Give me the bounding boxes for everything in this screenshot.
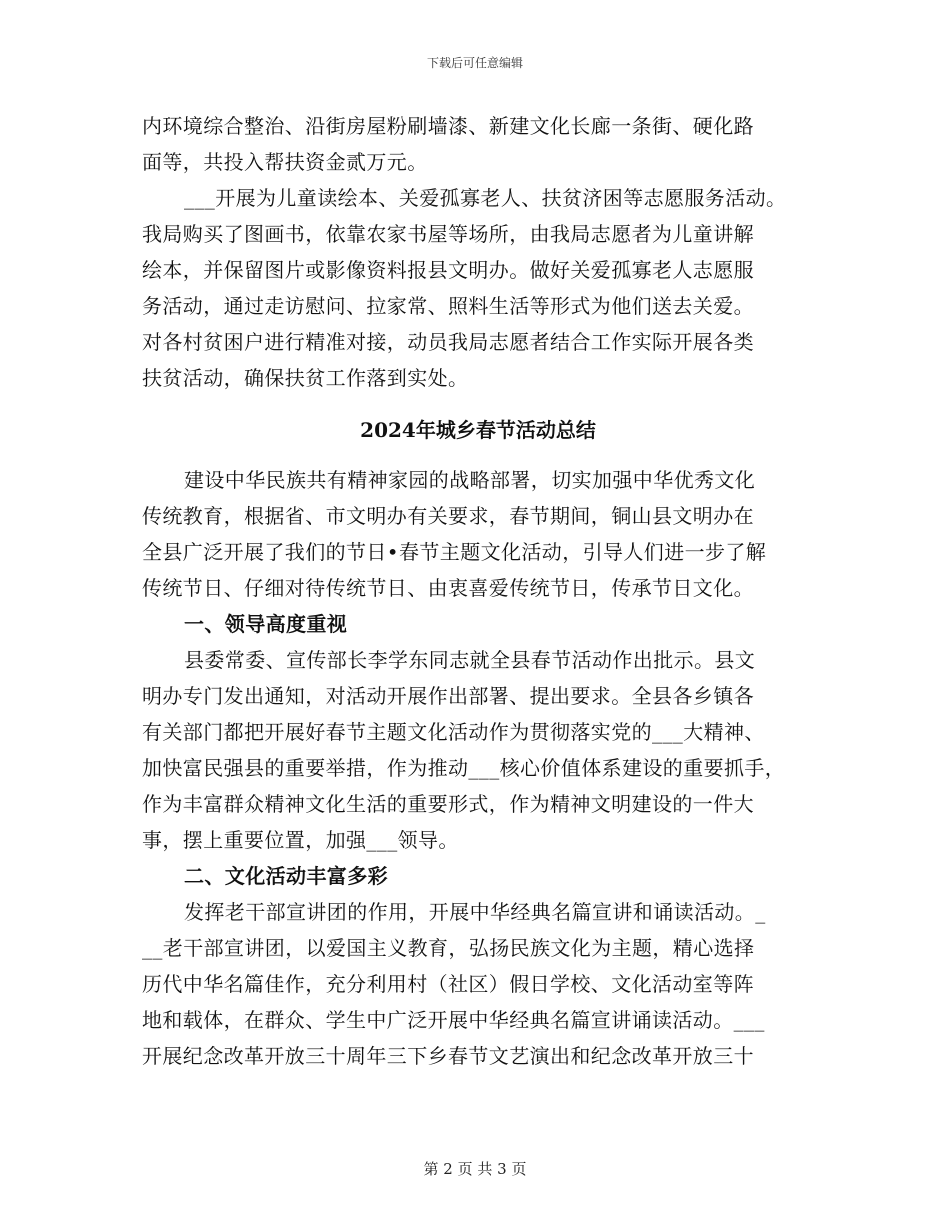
paragraph-line: 务活动，通过走访慰问、拉家常、照料生活等形式为他们送去关爱。	[142, 294, 754, 318]
section2-line: __老干部宣讲团，以爱国主义教育，弘扬民族文化为主题，精心选择	[142, 936, 755, 960]
page-number: 第 2 页 共 3 页	[423, 1160, 527, 1178]
section1-line: 有关部门都把开展好春节主题文化活动作为贯彻落实党的___大精神、	[142, 720, 765, 744]
paragraph-line: 面等，共投入帮扶资金贰万元。	[142, 150, 428, 174]
paragraph-line: ___开展为儿童读绘本、关爱孤寡老人、扶贫济困等志愿服务活动。	[184, 186, 787, 210]
section2-line: 历代中华名篇佳作，充分利用村（社区）假日学校、文化活动室等阵	[142, 972, 754, 996]
paragraph-line: 我局购买了图画书，依靠农家书屋等场所，由我局志愿者为儿童讲解	[142, 222, 754, 246]
section1-line: 事，摆上重要位置，加强___领导。	[142, 828, 459, 852]
intro-line: 传统节日、仔细对待传统节日、由衷喜爱传统节日，传承节日文化。	[142, 576, 754, 600]
paragraph-line: 绘本，并保留图片或影像资料报县文明办。做好关爱孤寡老人志愿服	[142, 258, 754, 282]
section2-line: 开展纪念改革开放三十周年三下乡春节文艺演出和纪念改革开放三十	[142, 1044, 754, 1068]
section2-line: 发挥老干部宣讲团的作用，开展中华经典名篇宣讲和诵读活动。_	[184, 900, 766, 924]
section-heading-1: 一、领导高度重视	[184, 612, 348, 636]
section1-line: 作为丰富群众精神文化生活的重要形式，作为精神文明建设的一件大	[142, 792, 754, 816]
section-heading-2: 二、文化活动丰富多彩	[184, 864, 388, 888]
section1-line: 县委常委、宣传部长李学东同志就全县春节活动作出批示。县文	[184, 648, 756, 672]
intro-line: 传统教育，根据省、市文明办有关要求，春节期间，铜山县文明办在	[142, 504, 754, 528]
paragraph-line: 扶贫活动，确保扶贫工作落到实处。	[142, 366, 469, 390]
header-note: 下载后可任意编辑	[426, 56, 523, 70]
intro-line: 全县广泛开展了我们的节日•春节主题文化活动，引导人们进一步了解	[142, 540, 767, 564]
intro-line: 建设中华民族共有精神家园的战略部署，切实加强中华优秀文化	[184, 468, 756, 492]
paragraph-line: 对各村贫困户进行精准对接，动员我局志愿者结合工作实际开展各类	[142, 330, 754, 354]
section1-line: 明办专门发出通知，对活动开展作出部署、提出要求。全县各乡镇各	[142, 684, 754, 708]
paragraph-line: 内环境综合整治、沿街房屋粉刷墙漆、新建文化长廊一条街、硬化路	[142, 114, 754, 138]
section2-line: 地和载体，在群众、学生中广泛开展中华经典名篇宣讲诵读活动。___	[142, 1008, 765, 1032]
document-title: 2024年城乡春节活动总结	[360, 418, 596, 442]
section1-line: 加快富民强县的重要举措，作为推动___核心价值体系建设的重要抓手，	[142, 756, 786, 780]
document-body	[142, 108, 814, 1074]
